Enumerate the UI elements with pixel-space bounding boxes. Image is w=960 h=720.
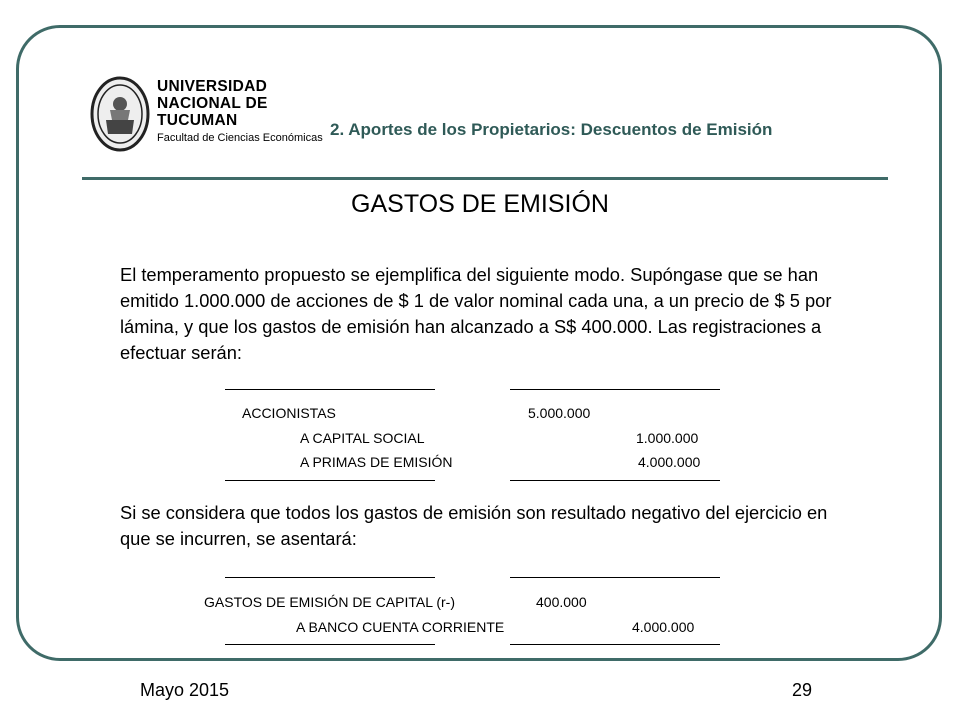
entry1-debit-account: ACCIONISTAS bbox=[242, 405, 336, 421]
entry2-top-line-right bbox=[510, 577, 720, 578]
entry2-credit-account: A BANCO CUENTA CORRIENTE bbox=[296, 619, 505, 635]
entry1-bottom-line-right bbox=[510, 480, 720, 481]
entry1-credit1-account: A CAPITAL SOCIAL bbox=[300, 430, 425, 446]
university-logo bbox=[88, 74, 328, 154]
entry1-debit-amount: 5.000.000 bbox=[528, 405, 591, 421]
seal-icon bbox=[88, 74, 152, 154]
logo-faculty: Facultad de Ciencias Económicas bbox=[157, 132, 323, 144]
footer-date: Mayo 2015 bbox=[140, 680, 230, 700]
entry2-debit-account: GASTOS DE EMISIÓN DE CAPITAL (r-) bbox=[204, 594, 455, 610]
logo-text bbox=[157, 78, 323, 145]
page-title: GASTOS DE EMISIÓN bbox=[351, 190, 609, 218]
entry1-top-line-right bbox=[510, 389, 720, 390]
entry1-credit1-amount: 1.000.000 bbox=[636, 430, 699, 446]
page-number: 29 bbox=[792, 680, 813, 700]
section-subtitle: 2. Aportes de los Propietarios: Descuentos de Emisión bbox=[330, 120, 773, 139]
entry2-debit-amount: 400.000 bbox=[536, 594, 587, 610]
entry1-credit2-account: A PRIMAS DE EMISIÓN bbox=[300, 454, 453, 470]
logo-line-2: NACIONAL DE bbox=[157, 95, 268, 112]
logo-line-3: TUCUMAN bbox=[157, 112, 238, 129]
entry1-top-line-left bbox=[225, 389, 435, 390]
paragraph-note: Si se considera que todos los gastos de emisión son resultado negativo del ejercicio en que se incurren, se asentará: bbox=[120, 502, 828, 549]
paragraph-intro: El temperamento propuesto se ejemplifica del siguiente modo. Supóngase que se han emitido 1.000.000 de acciones de $ 1 de valor nominal cada una, a un precio de $ 5 por lámina, y que los gastos de emisión han alcanzado a S$ 400.000. Las registraciones a efectuar serán: bbox=[120, 264, 832, 363]
entry1-credit2-amount: 4.000.000 bbox=[638, 454, 701, 470]
entry1-bottom-line-left bbox=[225, 480, 435, 481]
entry2-bottom-line-right bbox=[510, 644, 720, 645]
entry2-bottom-line-left bbox=[225, 644, 435, 645]
logo-line-1: UNIVERSIDAD bbox=[157, 78, 268, 95]
header-divider bbox=[82, 177, 888, 180]
entry2-top-line-left bbox=[225, 577, 435, 578]
entry2-credit-amount: 4.000.000 bbox=[632, 619, 695, 635]
